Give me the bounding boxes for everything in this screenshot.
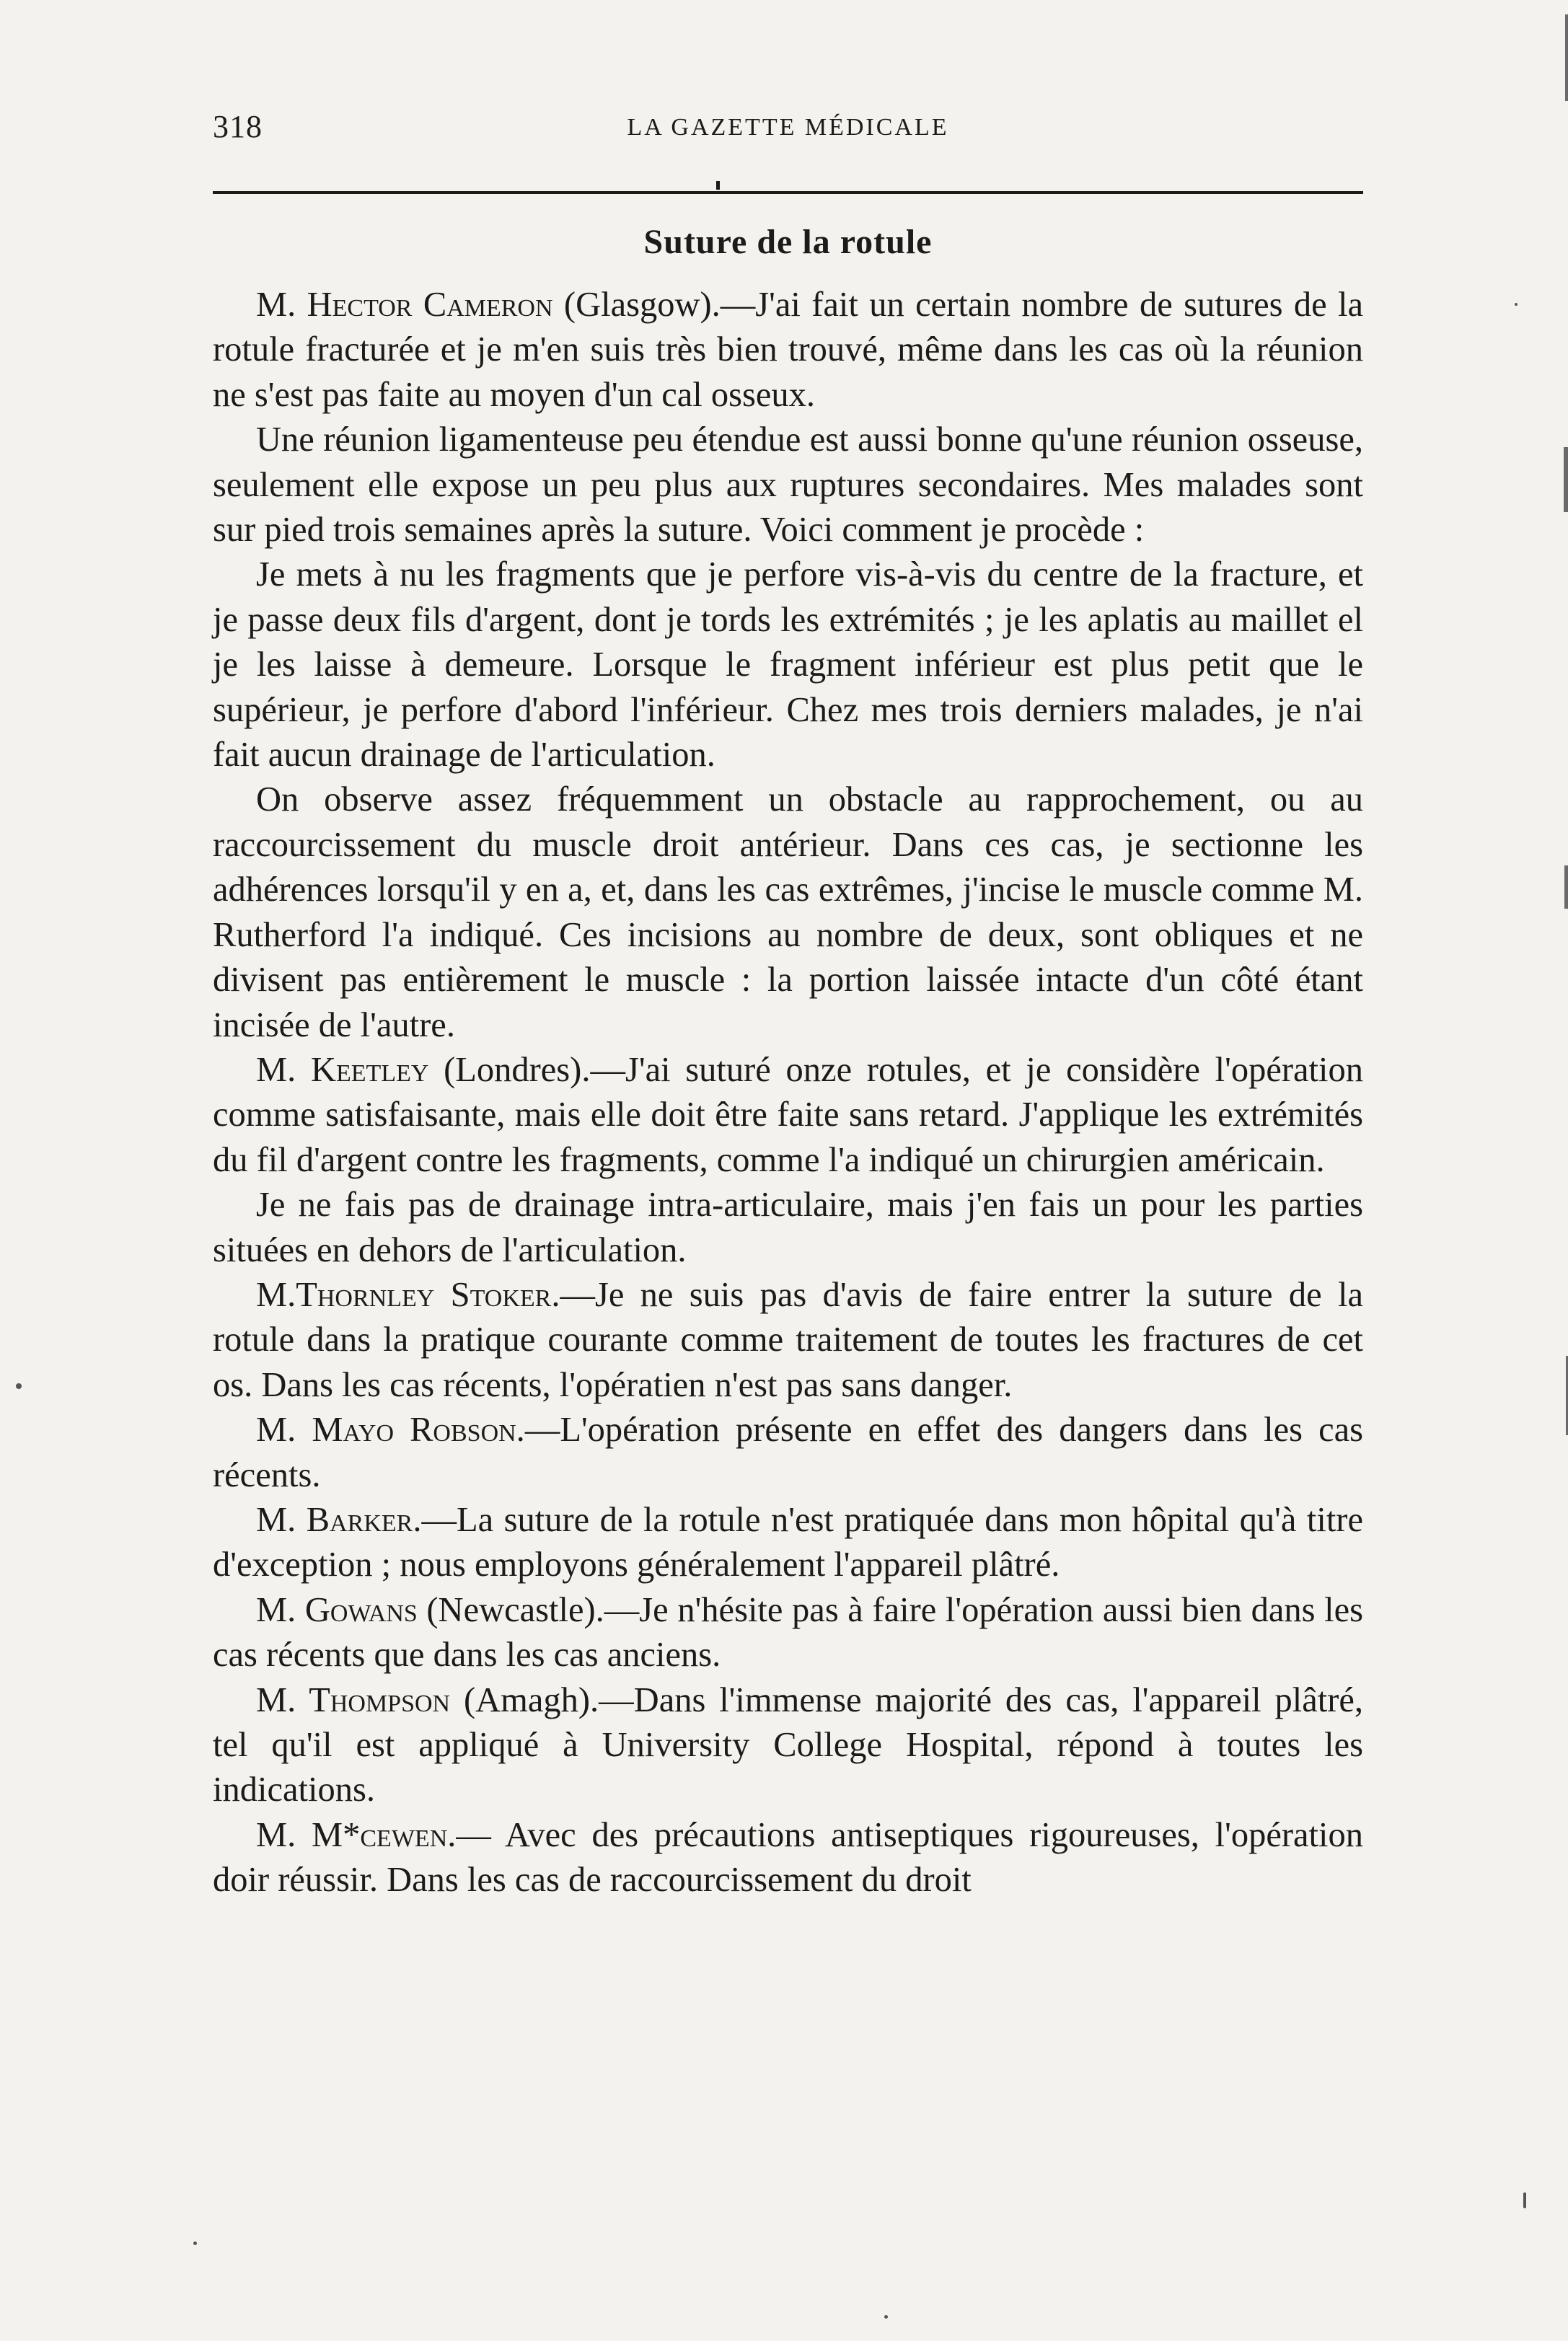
- header-rule: [213, 191, 1363, 194]
- paragraph-text: — Avec des précautions antiseptiques rigoureuses, l'opération doir réussir. Dans les cas de raccourcissement du droit: [213, 1815, 1363, 1900]
- paragraph-10: [213, 1588, 1363, 1678]
- scan-speck: [16, 1383, 22, 1389]
- paragraph-5: [213, 1048, 1363, 1183]
- paragraph-text: —Je ne suis pas d'avis de faire entrer la suture de la rotule dans la pratique courante comme traitement de toutes les fractures de cet os. Dans les cas récents, l'opératien n'est pas sans danger.: [213, 1275, 1363, 1404]
- paragraph-text: (Glasgow).—J'ai fait un certain nombre de sutures de la rotule fracturée et je m'en suis très bien trouvé, même dans les cas où la réunion ne s'est pas faite au moyen d'un cal osseux.: [213, 286, 1364, 414]
- scan-edge-shadow: [1564, 447, 1568, 512]
- scan-speck: [884, 2315, 888, 2319]
- speaker-name: M. Gowans: [256, 1590, 418, 1629]
- section-title: Suture de la rotule: [643, 223, 933, 261]
- paragraph-2: [213, 418, 1363, 552]
- speaker-name: M. Keetley: [256, 1050, 429, 1089]
- scan-edge-shadow: [1565, 14, 1568, 101]
- page-header: [213, 108, 1363, 151]
- article-body: [213, 283, 1363, 1903]
- paragraph-text: (Londres).—J'ai suturé onze rotules, et je considère l'opération comme satisfaisante, mais elle doit être faite sans retard. J'applique les extrémités du fil d'argent contre les fragments, comme l'a indiqué un chirurgien américain.: [213, 1050, 1364, 1179]
- paragraph-text: (Amagh).—Dans l'immense majorité des cas, l'appareil plâtré, tel qu'il est appliqué à University College Hospital, répond à toutes les indications.: [213, 1680, 1363, 1809]
- paragraph-8: [213, 1408, 1363, 1498]
- running-head: LA GAZETTE MÉDICALE: [627, 114, 949, 141]
- scan-speck: [1523, 2192, 1526, 2208]
- scan-speck: [1515, 303, 1518, 306]
- paragraph-1: [213, 283, 1363, 418]
- page-number: 318: [213, 109, 263, 144]
- paragraph-text: (Newcastle).—Je n'hésite pas à faire l'opération aussi bien dans les cas récents que dans les cas anciens.: [213, 1590, 1363, 1675]
- paragraph-7: [213, 1273, 1363, 1408]
- rule-tick-mark: [716, 181, 720, 190]
- paragraph-6: [213, 1183, 1363, 1273]
- speaker-name: M. Hector Cameron: [256, 286, 553, 324]
- paragraph-text: Je mets à nu les fragments que je perfore vis-à-vis du centre de la fracture, et je passe deux fils d'argent, dont je tords les extrémités ; je les aplatis au maillet el je les laisse à demeure. Lorsque le fragment inférieur est plus petit que le supérieur, je perfore d'abord l'inférieur. Chez mes trois derniers malades, je n'ai fait aucun drainage de l'articulation.: [213, 555, 1363, 775]
- scan-speck: [193, 2241, 197, 2245]
- speaker-name: M. Mayo Robson.: [256, 1411, 525, 1450]
- paragraph-text: On observe assez fréquemment un obstacle au rapprochement, ou au raccourcissement du muscle droit antérieur. Dans ces cas, je sectionne les adhérences lorsqu'il y en a, et, dans les cas extrêmes, j'incise le muscle comme M. Rutherford l'a indiqué. Ces incisions au nombre de deux, sont obliques et ne divisent pas entièrement le muscle : la portion laissée intacte d'un côté étant incisée de l'autre.: [213, 780, 1363, 1044]
- paragraph-text: —L'opération présente en effet des dangers dans les cas récents.: [213, 1411, 1363, 1494]
- paragraph-11: [213, 1678, 1363, 1813]
- paragraph-text: Je ne fais pas de drainage intra-articulaire, mais j'en fais un pour les parties situées en dehors de l'articulation.: [213, 1186, 1363, 1269]
- paragraph-4: [213, 777, 1363, 1047]
- paragraph-text: —La suture de la rotule n'est pratiquée dans mon hôpital qu'à titre d'exception ; nous employons généralement l'appareil plâtré.: [213, 1500, 1363, 1584]
- paragraph-12: [213, 1813, 1363, 1903]
- speaker-name: M.Thornley Stoker.: [256, 1275, 560, 1314]
- speaker-name: M. Thompson: [256, 1680, 451, 1719]
- speaker-name: M. Barker.: [256, 1500, 422, 1539]
- paragraph-3: [213, 552, 1363, 777]
- scan-edge-shadow: [1564, 865, 1568, 909]
- paragraph-text: Une réunion ligamenteuse peu étendue est aussi bonne qu'une réunion osseuse, seulement elle expose un peu plus aux ruptures secondaires. Mes malades sont sur pied trois semaines après la suture. Voici comment je procède :: [213, 420, 1363, 550]
- paragraph-9: [213, 1498, 1363, 1588]
- speaker-name: M. M*cewen.: [256, 1815, 457, 1854]
